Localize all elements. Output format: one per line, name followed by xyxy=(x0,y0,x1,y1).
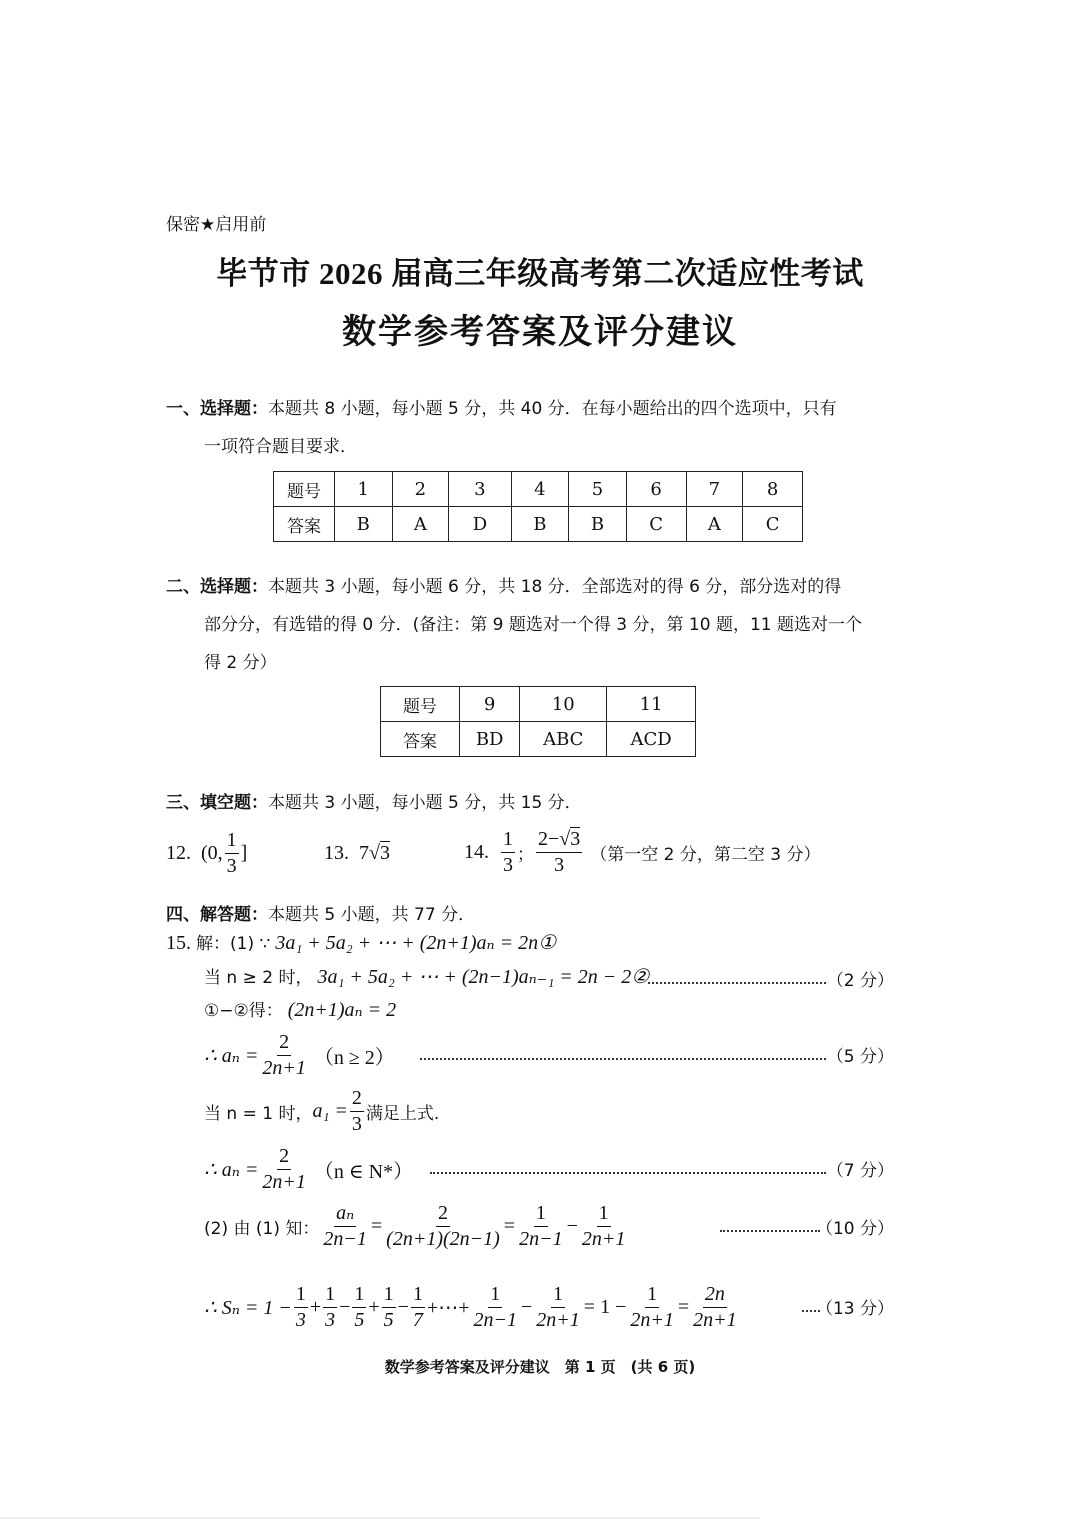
q15-part2-fraction1 xyxy=(321,1203,369,1250)
confidential-label: 保密★启用前 xyxy=(166,215,267,235)
section2-heading: 二、选择题： xyxy=(166,577,268,597)
question-number: 3 xyxy=(449,472,511,507)
denominator: 2n+1 xyxy=(693,1308,737,1331)
sum-term-fraction xyxy=(472,1284,520,1331)
score-13: （13 分） xyxy=(815,1299,894,1319)
numerator: 1 xyxy=(352,1284,366,1308)
denominator: (2n+1)(2n−1) xyxy=(386,1227,500,1250)
numerator: 1 xyxy=(488,1284,502,1308)
q15-sum xyxy=(204,1278,741,1336)
denominator: 2n−1 xyxy=(519,1227,563,1250)
sqrt-icon: √ xyxy=(559,827,571,850)
denominator: 2n+1 xyxy=(630,1308,674,1331)
q12-label: 12. xyxy=(166,841,191,864)
q15-step3-prefix: ①−②得： xyxy=(204,1001,283,1021)
q15-step1 xyxy=(166,928,556,959)
question-number: 8 xyxy=(743,472,803,507)
section3-heading: 三、填空题： xyxy=(166,793,268,813)
numerator: 1 xyxy=(534,1203,548,1227)
row-label: 答案 xyxy=(381,722,460,757)
q15-label: 15. xyxy=(166,932,191,954)
equals-sign: = xyxy=(677,1295,690,1318)
q13-coef: 7 xyxy=(359,841,369,864)
denominator: 2n+1 xyxy=(262,1170,306,1193)
numerator: 2 xyxy=(350,1088,364,1112)
equals-sign: = xyxy=(503,1214,516,1237)
denominator: 2n−1 xyxy=(323,1227,367,1250)
radicand: 3 xyxy=(570,827,581,850)
numerator: 1 xyxy=(501,829,515,853)
answer-cell: A xyxy=(392,507,449,542)
denominator: 2n+1 xyxy=(536,1308,580,1331)
numerator xyxy=(536,829,582,853)
operator: − xyxy=(339,1295,351,1318)
sum-term-fraction xyxy=(534,1284,582,1331)
q15-step4-lhs: ∴ aₙ = xyxy=(204,1044,259,1067)
q14-label: 14. xyxy=(464,840,489,863)
q14-fraction2 xyxy=(536,829,582,876)
q15-step6-fraction xyxy=(260,1146,308,1193)
score-10: （10 分） xyxy=(815,1219,894,1239)
section1-answer-table xyxy=(273,471,803,542)
answer-cell: ABC xyxy=(520,722,607,757)
q12-fraction xyxy=(225,830,239,877)
numerator: 1 xyxy=(225,830,239,854)
q12-close: ] xyxy=(240,841,248,864)
operator: +⋯+ xyxy=(426,1296,470,1319)
q15-sum-lhs: ∴ Sₙ = 1 − xyxy=(204,1296,292,1319)
question-number: 5 xyxy=(569,472,627,507)
q15-part2-fraction3 xyxy=(517,1203,565,1250)
q15-sum-rhs2-fraction xyxy=(691,1284,739,1331)
numerator: 2 xyxy=(277,1032,291,1056)
denominator: 2n+1 xyxy=(581,1227,626,1250)
q15-step4 xyxy=(204,1028,395,1082)
answer-cell: B xyxy=(569,507,627,542)
numerator: 1 xyxy=(294,1284,308,1308)
denominator: 5 xyxy=(354,1308,365,1331)
answer-cell: C xyxy=(626,507,686,542)
answer-q12 xyxy=(166,826,247,880)
exam-title: 毕节市 2026 届高三年级高考第二次适应性考试 xyxy=(216,256,864,291)
denominator: 3 xyxy=(295,1308,306,1331)
answer-cell: ACD xyxy=(607,722,696,757)
sum-term-fraction xyxy=(352,1284,366,1331)
q15-step5-suffix: 满足上式. xyxy=(365,1103,440,1124)
question-number: 1 xyxy=(335,472,393,507)
equals-sign: = xyxy=(370,1214,383,1237)
scan-edge-divider xyxy=(0,1517,760,1519)
question-number: 7 xyxy=(686,472,743,507)
row-label: 题号 xyxy=(274,472,335,507)
score-5: （5 分） xyxy=(826,1047,894,1067)
q15-step3 xyxy=(204,995,396,1026)
q15-part2-fraction4 xyxy=(580,1203,628,1250)
q14-separator: ； xyxy=(517,844,534,865)
page-footer: 数学参考答案及评分建议 第 1 页 (共 6 页) xyxy=(384,1358,696,1376)
section1-heading: 一、选择题： xyxy=(166,399,268,419)
numerator: 1 xyxy=(323,1284,337,1308)
answer-cell: D xyxy=(449,507,511,542)
section1-intro xyxy=(166,390,837,428)
q15-step1-prefix: 解：(1) ∵ xyxy=(196,934,271,954)
table-row-numbers xyxy=(381,687,696,722)
numerator: 2n xyxy=(703,1284,727,1308)
numerator: 1 xyxy=(382,1284,396,1308)
q15-step6 xyxy=(204,1142,413,1196)
section2-text-line1: 本题共 3 小题，每小题 6 分，共 18 分．全部选对的得 6 分，部分选对的得 xyxy=(268,577,842,597)
operator: + xyxy=(309,1295,322,1318)
q15-step3-equation: (2n+1)aₙ = 2 xyxy=(287,999,397,1021)
numerator: 1 xyxy=(551,1284,565,1308)
sum-term-fraction xyxy=(411,1284,425,1331)
q14-fraction1 xyxy=(501,829,515,876)
denominator: 7 xyxy=(412,1308,423,1331)
denominator: 3 xyxy=(325,1308,336,1331)
section1-text-line2: 一项符合题目要求． xyxy=(204,437,357,457)
section1-text-line1: 本题共 8 小题，每小题 5 分，共 40 分．在每小题给出的四个选项中，只有 xyxy=(268,399,837,419)
sum-term-fraction xyxy=(294,1284,308,1331)
answer-cell: B xyxy=(335,507,393,542)
section4-heading: 四、解答题： xyxy=(166,905,268,925)
q15-sum-rhs1-fraction xyxy=(628,1284,676,1331)
operator: + xyxy=(368,1295,380,1318)
denominator: 3 xyxy=(554,853,565,876)
q15-step2 xyxy=(204,962,649,993)
section3-text: 本题共 3 小题，每小题 5 分，共 15 分． xyxy=(268,793,582,813)
dotted-leader xyxy=(430,1172,826,1174)
minus-sign: − xyxy=(566,1214,578,1237)
q15-step6-lhs: ∴ aₙ = xyxy=(204,1158,259,1181)
answer-q13 xyxy=(324,826,390,880)
numerator: aₙ xyxy=(334,1203,356,1227)
question-number: 9 xyxy=(460,687,520,722)
q15-step2-equation: 3a₁ + 5a₂ + ⋯ + (2n−1)aₙ₋₁ = 2n − 2② xyxy=(317,966,650,988)
q13-label: 13. xyxy=(324,841,349,864)
section2-text-line3: 得 2 分） xyxy=(204,653,277,673)
q15-step5-prefix: 当 n = 1 时， xyxy=(204,1103,313,1124)
operator: − xyxy=(397,1295,409,1318)
dotted-leader xyxy=(648,982,826,984)
row-label: 题号 xyxy=(381,687,460,722)
denominator: 2n−1 xyxy=(473,1308,518,1331)
numerator: 2 xyxy=(436,1203,450,1227)
answer-cell: C xyxy=(743,507,803,542)
row-label: 答案 xyxy=(274,507,335,542)
q13-radicand: 3 xyxy=(379,842,390,864)
section2-text-line2: 部分分，有选错的得 0 分．(备注：第 9 题选对一个得 3 分，第 10 题，11 题选对一个 xyxy=(204,615,862,635)
sqrt-icon: √ xyxy=(369,841,380,864)
answer-q14 xyxy=(464,822,821,882)
q12-open: (0, xyxy=(201,841,223,864)
q15-part2-fraction2 xyxy=(384,1203,502,1250)
question-number: 4 xyxy=(511,472,569,507)
section2-answer-table xyxy=(380,686,696,757)
answer-cell: B xyxy=(511,507,569,542)
q14-score-note: （第一空 2 分，第二空 3 分） xyxy=(590,844,821,865)
question-number: 10 xyxy=(520,687,607,722)
q15-step5-fraction xyxy=(350,1088,364,1135)
q15-step5-lhs: a₁ = xyxy=(312,1099,348,1122)
question-number: 11 xyxy=(607,687,696,722)
table-row-answers xyxy=(381,722,696,757)
q15-step4-fraction xyxy=(260,1032,308,1079)
score-7: （7 分） xyxy=(826,1161,894,1181)
q15-part2-prefix: (2) 由 (1) 知： xyxy=(204,1218,320,1239)
sum-term-fraction xyxy=(382,1284,396,1331)
section4-text: 本题共 5 小题，共 77 分． xyxy=(268,905,476,925)
sum-term-fraction xyxy=(323,1284,337,1331)
answer-cell: BD xyxy=(460,722,520,757)
q15-step4-condition: （n ≥ 2） xyxy=(313,1046,395,1069)
dotted-leader xyxy=(420,1058,826,1060)
operator: − xyxy=(521,1295,533,1318)
section3-intro xyxy=(166,784,582,822)
denominator: 3 xyxy=(503,853,513,876)
numerator: 1 xyxy=(645,1284,659,1308)
numerator: 1 xyxy=(597,1203,611,1227)
q15-step6-condition: （n ∈ N*） xyxy=(313,1160,414,1183)
denominator: 2n+1 xyxy=(262,1056,306,1079)
q15-step2-prefix: 当 n ≥ 2 时， xyxy=(204,968,313,988)
dotted-leader xyxy=(720,1230,820,1232)
score-2: （2 分） xyxy=(826,971,894,991)
table-row-numbers xyxy=(274,472,803,507)
table-row-answers xyxy=(274,507,803,542)
question-number: 6 xyxy=(626,472,686,507)
denominator: 5 xyxy=(383,1308,394,1331)
section2-intro xyxy=(166,568,841,606)
q15-step1-equation: 3a₁ + 5a₂ + ⋯ + (2n+1)aₙ = 2n① xyxy=(275,932,557,954)
q15-step5 xyxy=(204,1084,439,1138)
answer-cell: A xyxy=(686,507,743,542)
q15-part2 xyxy=(204,1198,629,1254)
question-number: 2 xyxy=(392,472,449,507)
q15-sum-terms xyxy=(292,1284,584,1331)
denominator: 3 xyxy=(351,1112,362,1135)
document-title: 数学参考答案及评分建议 xyxy=(342,314,738,351)
q15-sum-rhs1: = 1 − xyxy=(583,1295,627,1318)
numerator: 2 xyxy=(277,1146,291,1170)
numerator-part: 2− xyxy=(538,827,560,850)
denominator: 3 xyxy=(226,854,237,877)
numerator: 1 xyxy=(411,1284,425,1308)
